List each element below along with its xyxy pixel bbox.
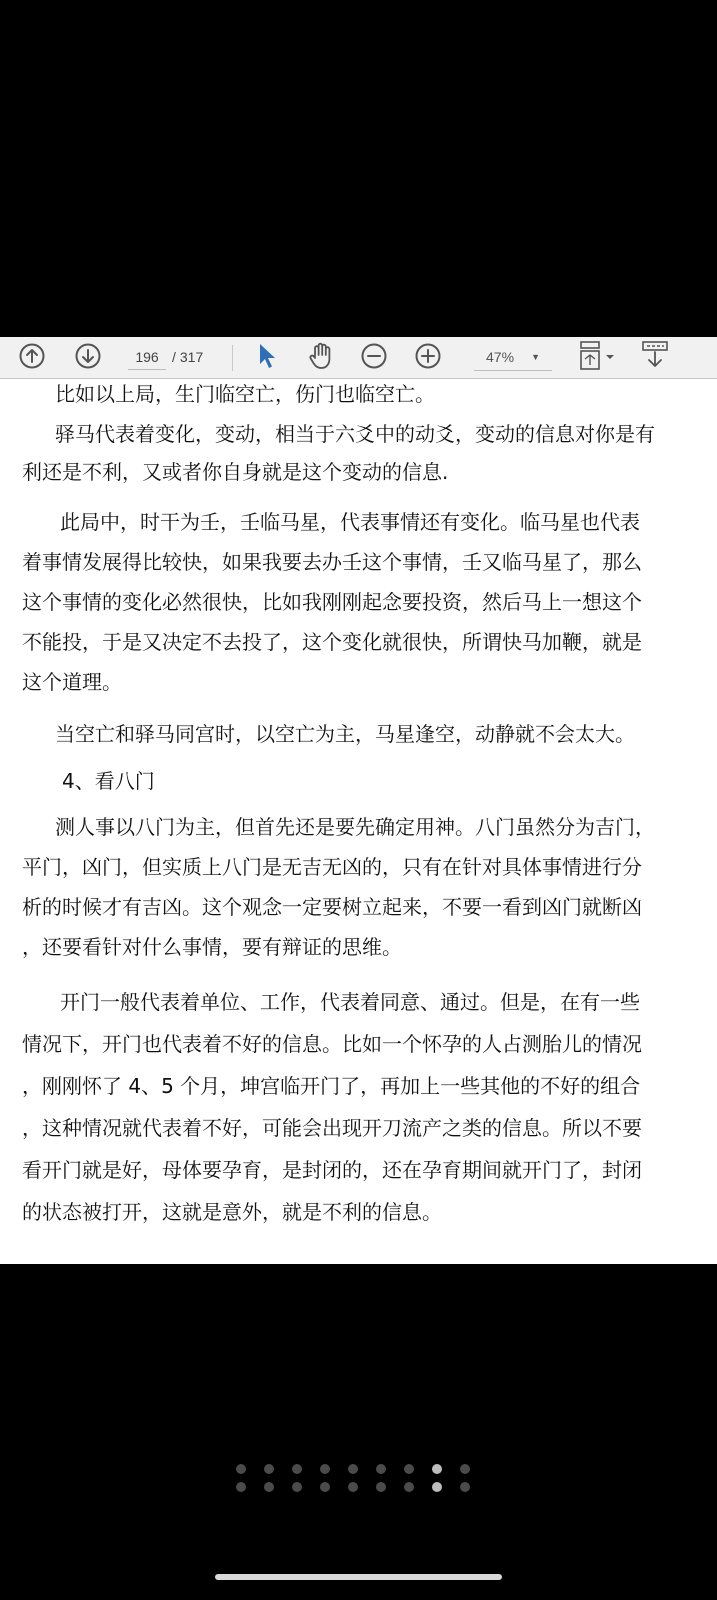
fit-page-icon[interactable]	[578, 341, 620, 371]
page-dot	[376, 1464, 386, 1474]
zoom-value: 47%	[486, 348, 515, 365]
arrow-up-circle-icon[interactable]	[16, 341, 48, 371]
text-line: 析的时候才有吉凶。这个观念一定要树立起来，不要一看到凶门就断凶	[22, 895, 642, 919]
page-dot	[292, 1482, 302, 1492]
zoom-out-icon[interactable]	[358, 341, 390, 371]
text-line: 测人事以八门为主，但首先还是要先确定用神。八门虽然分为吉门，	[55, 815, 655, 839]
page-dot	[236, 1482, 246, 1492]
text-line: ，刚刚怀了 4、5 个月，坤宫临开门了，再加上一些其他的不好的组合	[22, 1074, 641, 1098]
text-line: 平门，凶门，但实质上八门是无吉无凶的，只有在针对具体事情进行分	[22, 855, 642, 879]
page-dot	[404, 1464, 414, 1474]
page-dot	[292, 1464, 302, 1474]
text-line: 比如以上局，生门临空亡，伤门也临空亡。	[55, 382, 435, 406]
select-pointer-icon[interactable]	[252, 341, 282, 371]
black-background-top	[0, 0, 717, 337]
page-dot	[264, 1482, 274, 1492]
page-dot	[348, 1482, 358, 1492]
home-indicator[interactable]	[215, 1574, 502, 1580]
page-dot	[320, 1482, 330, 1492]
text-line: 此局中，时干为壬，壬临马星，代表事情还有变化。临马星也代表	[60, 510, 640, 534]
page-indicator-dots[interactable]	[236, 1464, 476, 1504]
text-line: 驿马代表着变化，变动，相当于六爻中的动爻，变动的信息对你是有	[55, 422, 655, 446]
text-line: 当空亡和驿马同宫时，以空亡为主，马星逢空，动静就不会太大。	[55, 722, 635, 746]
text-line: ，还要看针对什么事情，要有辩证的思维。	[22, 935, 402, 959]
page-dot	[348, 1464, 358, 1474]
text-line: 着事情发展得比较快，如果我要去办壬这个事情，壬又临马星了，那么	[22, 550, 642, 574]
text-line: 的状态被打开，这就是意外，就是不利的信息。	[22, 1200, 442, 1224]
page-dot	[460, 1464, 470, 1474]
pdf-toolbar	[0, 337, 717, 379]
text-line: 这个事情的变化必然很快，比如我刚刚起念要投资，然后马上一想这个	[22, 590, 642, 614]
page-dot	[236, 1464, 246, 1474]
page-dot	[460, 1482, 470, 1492]
text-line: 情况下，开门也代表着不好的信息。比如一个怀孕的人占测胎儿的情况	[22, 1032, 642, 1056]
page-separator: /	[172, 349, 176, 365]
toolbar-divider	[232, 345, 233, 371]
text-line: 开门一般代表着单位、工作，代表着同意、通过。但是，在有一些	[60, 990, 640, 1014]
hand-pan-icon[interactable]	[304, 341, 338, 371]
page-navigator	[128, 343, 203, 371]
page-number-input[interactable]	[128, 345, 166, 370]
text-line: ，这种情况就代表着不好，可能会出现开刀流产之类的信息。所以不要	[22, 1116, 642, 1140]
zoom-dropdown[interactable]	[474, 343, 552, 371]
page-dot	[376, 1482, 386, 1492]
section-heading: 4、看八门	[62, 769, 155, 793]
page-dot	[264, 1464, 274, 1474]
text-line: 这个道理。	[22, 670, 122, 694]
page-total: 317	[179, 349, 204, 365]
page-dot	[432, 1464, 442, 1474]
page-dot	[404, 1482, 414, 1492]
chevron-down-icon: ▼	[531, 351, 540, 362]
text-line: 利还是不利，又或者你自身就是这个变动的信息.	[22, 460, 449, 484]
page-dot	[432, 1482, 442, 1492]
arrow-down-circle-icon[interactable]	[72, 341, 104, 371]
text-line: 不能投，于是又决定不去投了，这个变化就很快，所谓快马加鞭，就是	[22, 630, 642, 654]
page-dot	[320, 1464, 330, 1474]
pdf-viewer	[0, 337, 717, 1264]
download-icon[interactable]	[638, 341, 672, 371]
text-line: 看开门就是好，母体要孕育，是封闭的，还在孕育期间就开门了，封闭	[22, 1158, 642, 1182]
zoom-in-icon[interactable]	[412, 341, 444, 371]
